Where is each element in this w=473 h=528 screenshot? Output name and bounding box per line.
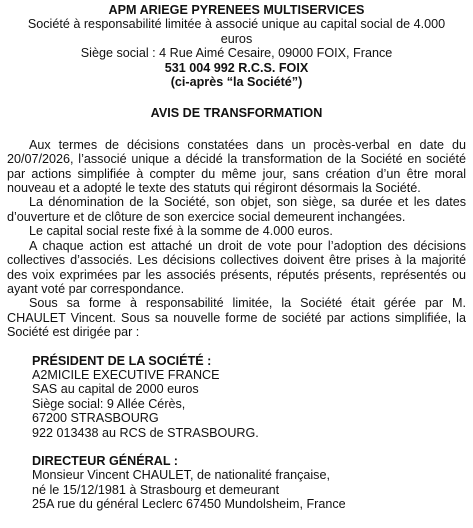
president-line: 67200 STRASBOURG	[32, 411, 159, 426]
director-line: Monsieur Vincent CHAULET, de nationalité française,	[32, 468, 330, 483]
director-block	[7, 454, 466, 512]
notice-header	[7, 3, 466, 89]
director-line: né le 15/12/1981 à Strasbourg et demeurant	[32, 482, 280, 497]
paragraph: A chaque action est attaché un droit de vote pour l’adoption des décisions collectives d’associés. Les décisions collectives doivent être prises à la majorité des voix exprimées par les associés présents, réputés présents, représentés ou ayant voté par correspondance.	[7, 238, 466, 296]
president-heading: PRÉSIDENT DE LA SOCIÉTÉ :	[32, 353, 212, 368]
company-form-line: Société à responsabilité limitée à associé unique au capital social de 4.000	[27, 17, 446, 32]
paragraph: Le capital social reste fixé à la somme de 4.000 euros.	[29, 224, 333, 239]
company-name: APM ARIEGE PYRENEES MULTISERVICES	[108, 3, 365, 17]
paragraph: La dénomination de la Société, son objet, son siège, sa durée et les dates d’ouverture et de clôture de son exercice social demeurent inchangées.	[7, 195, 466, 224]
president-line: A2MICILE EXECUTIVE FRANCE	[32, 367, 220, 382]
president-line: 922 013438 au RCS de STRASBOURG.	[32, 425, 259, 440]
notice-title: AVIS DE TRANSFORMATION	[150, 106, 323, 121]
director-line: 25A rue du général Leclerc 67450 Mundolsheim, France	[32, 497, 346, 512]
notice-body	[7, 138, 466, 340]
president-line: SAS au capital de 2000 euros	[32, 382, 199, 397]
registered-office: Siège social : 4 Rue Aimé Cesaire, 09000 FOIX, France	[80, 46, 393, 61]
company-alias: (ci-après “la Société”)	[170, 75, 303, 90]
paragraph: Sous sa forme à responsabilité limitée, la Société était gérée par M. CHAULET Vincent. Sous sa nouvelle forme de société par actions simplifiée, la Société est dirigée par :	[7, 296, 466, 340]
president-line: Siège social: 9 Allée Cérès,	[32, 396, 186, 411]
president-block	[7, 354, 466, 440]
paragraph: Aux termes de décisions constatées dans un procès-verbal en date du 20/07/2026, l’associé unique a décidé la transformation de la Société en société par actions simplifiée à compter du même jour, sans création d’un être moral nouveau et a adopté le texte des statuts qui régiront désormais la Société.	[7, 137, 466, 196]
director-heading: DIRECTEUR GÉNÉRAL :	[32, 453, 179, 468]
company-form-line-cont: euros	[220, 31, 253, 46]
rcs-number: 531 004 992 R.C.S. FOIX	[164, 60, 309, 75]
